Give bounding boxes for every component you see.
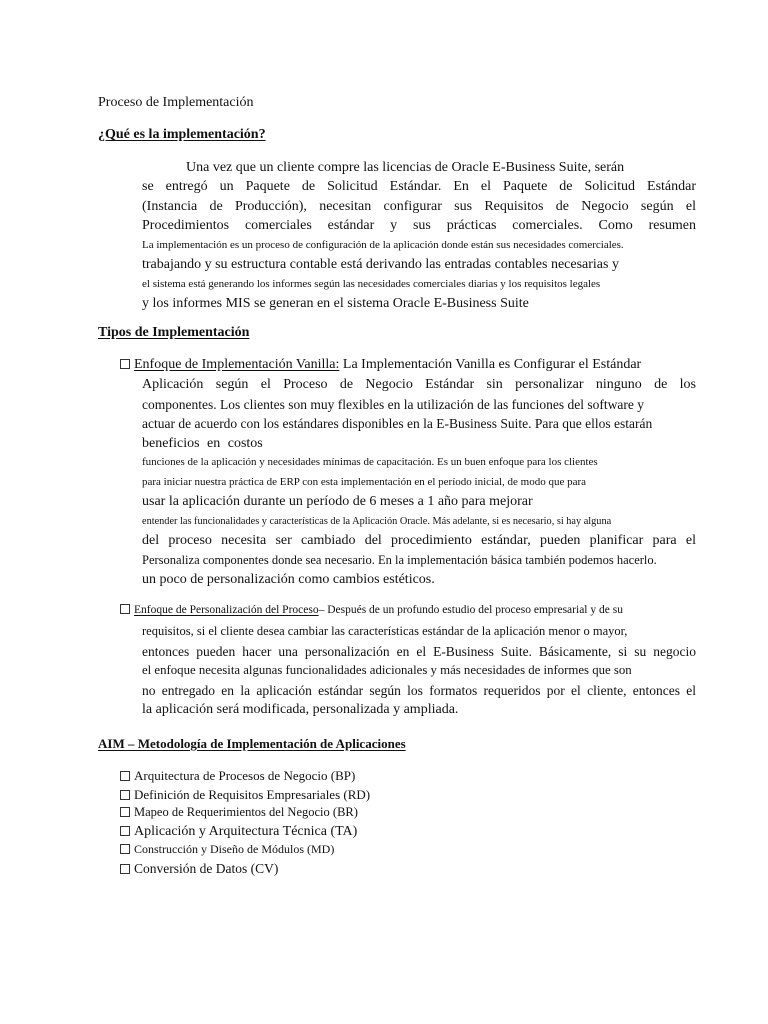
bullet-box-icon (120, 864, 130, 874)
bullet-box-icon (120, 790, 130, 800)
paragraph-line: el enfoque necesita algunas funcionalidades adicionales y más necesidades de informes que son (142, 663, 632, 677)
bullet-box-icon (120, 844, 130, 854)
bullet-box-icon (120, 359, 130, 369)
bullet-box-icon (120, 826, 130, 836)
section1-paragraph (142, 177, 696, 314)
paragraph-line: trabajando y su estructura contable está derivando las entradas contables necesarias y (142, 257, 619, 272)
vanilla-paragraph (142, 375, 696, 590)
paragraph-line: requisitos, si el cliente desea cambiar las características estándar de la aplicación menor o mayor, (142, 624, 628, 638)
document-title: Proceso de Implementación (98, 95, 254, 110)
paragraph-line: beneficios en costos (142, 435, 263, 451)
paragraph-line: un poco de personalización como cambios estéticos. (142, 572, 435, 587)
list-item-label: Construcción y Diseño de Módulos (MD) (134, 842, 335, 856)
paragraph-line: para iniciar nuestra práctica de ERP con esta implementación en el período inicial, de modo que para (142, 475, 587, 488)
list-item-label: Definición de Requisitos Empresariales (RD) (134, 786, 371, 802)
bullet-personalization (120, 604, 623, 616)
bullet-lead: – Después de un profundo estudio del proceso empresarial y de su (318, 604, 623, 616)
bullet-box-icon (120, 807, 130, 817)
paragraph-line: Personaliza componentes donde sea necesario. En la implementación básica también podemos hacerlo. (142, 552, 657, 567)
bullet-label: Enfoque de Implementación Vanilla: (134, 357, 340, 372)
section-heading-types: Tipos de Implementación (98, 325, 250, 340)
bullet-vanilla (120, 355, 641, 375)
paragraph-line: la aplicación será modificada, personalizada y ampliada. (142, 702, 459, 717)
paragraph-line: usar la aplicación durante un período de 6 meses a 1 año para mejorar (142, 494, 533, 509)
paragraph-line: actuar de acuerdo con los estándares disponibles en la E-Business Suite. Para que ellos estarán (142, 416, 653, 431)
paragraph-line: (Instancia de Producción), necesitan configurar sus Requisitos de Negocio según el (142, 198, 696, 214)
list-item-label: Arquitectura de Procesos de Negocio (BP) (134, 768, 356, 783)
paragraph-line: La implementación es un proceso de configuración de la aplicación donde están sus necesidades comerciales. (142, 238, 624, 251)
paragraph-line: Procedimientos comerciales estándar y sus prácticas comerciales. Como resumen (142, 218, 696, 233)
list-item-label: Conversión de Datos (CV) (134, 860, 279, 876)
personalization-paragraph (142, 622, 696, 720)
bullet-lead: La Implementación Vanilla es Configurar el Estándar (339, 357, 642, 372)
paragraph-line: Aplicación según el Proceso de Negocio Estándar sin personalizar ninguno de los (142, 377, 696, 392)
paragraph-line: entonces pueden hacer una personalización en el E-Business Suite. Básicamente, si su negocio (142, 643, 696, 659)
paragraph-line: el sistema está generando los informes según las necesidades comerciales diarias y los requisitos legales (142, 277, 601, 290)
paragraph-line: y los informes MIS se generan en el sistema Oracle E-Business Suite (142, 296, 529, 311)
list-item (120, 842, 370, 861)
list-item-label: Mapeo de Requerimientos del Negocio (BR) (134, 805, 358, 819)
bullet-box-icon (120, 604, 130, 614)
paragraph-line: se entregó un Paquete de Solicitud Estándar. En el Paquete de Solicitud Estándar (142, 179, 696, 194)
bullet-box-icon (120, 771, 130, 781)
aim-list (120, 768, 370, 879)
paragraph-line: no entregado en la aplicación estándar según los formatos requeridos por el cliente, entonces el (142, 682, 696, 698)
paragraph-line: entender las funcionalidades y características de la Aplicación Oracle. Más adelante, si es necesario, si hay alguna (142, 515, 612, 527)
section-heading-aim: AIM – Metodología de Implementación de Aplicaciones (98, 736, 406, 751)
list-item (120, 861, 370, 880)
paragraph-line: del proceso necesita ser cambiado del procedimiento estándar, pueden planificar para el (142, 533, 696, 548)
paragraph-line: Una vez que un cliente compre las licencias de Oracle E-Business Suite, serán (186, 160, 625, 175)
list-item-label: Aplicación y Arquitectura Técnica (TA) (134, 823, 358, 839)
paragraph-line: funciones de la aplicación y necesidades mínimas de capacitación. Es un buen enfoque para los clientes (142, 456, 598, 468)
paragraph-line: componentes. Los clientes son muy flexibles en la utilización de las funciones del software y (142, 396, 644, 412)
bullet-label: Enfoque de Personalización del Proceso (134, 604, 319, 616)
list-item (120, 805, 370, 824)
section-heading-what-is: ¿Qué es la implementación? (98, 127, 266, 142)
list-item (120, 824, 370, 843)
list-item (120, 787, 370, 806)
list-item (120, 768, 370, 787)
